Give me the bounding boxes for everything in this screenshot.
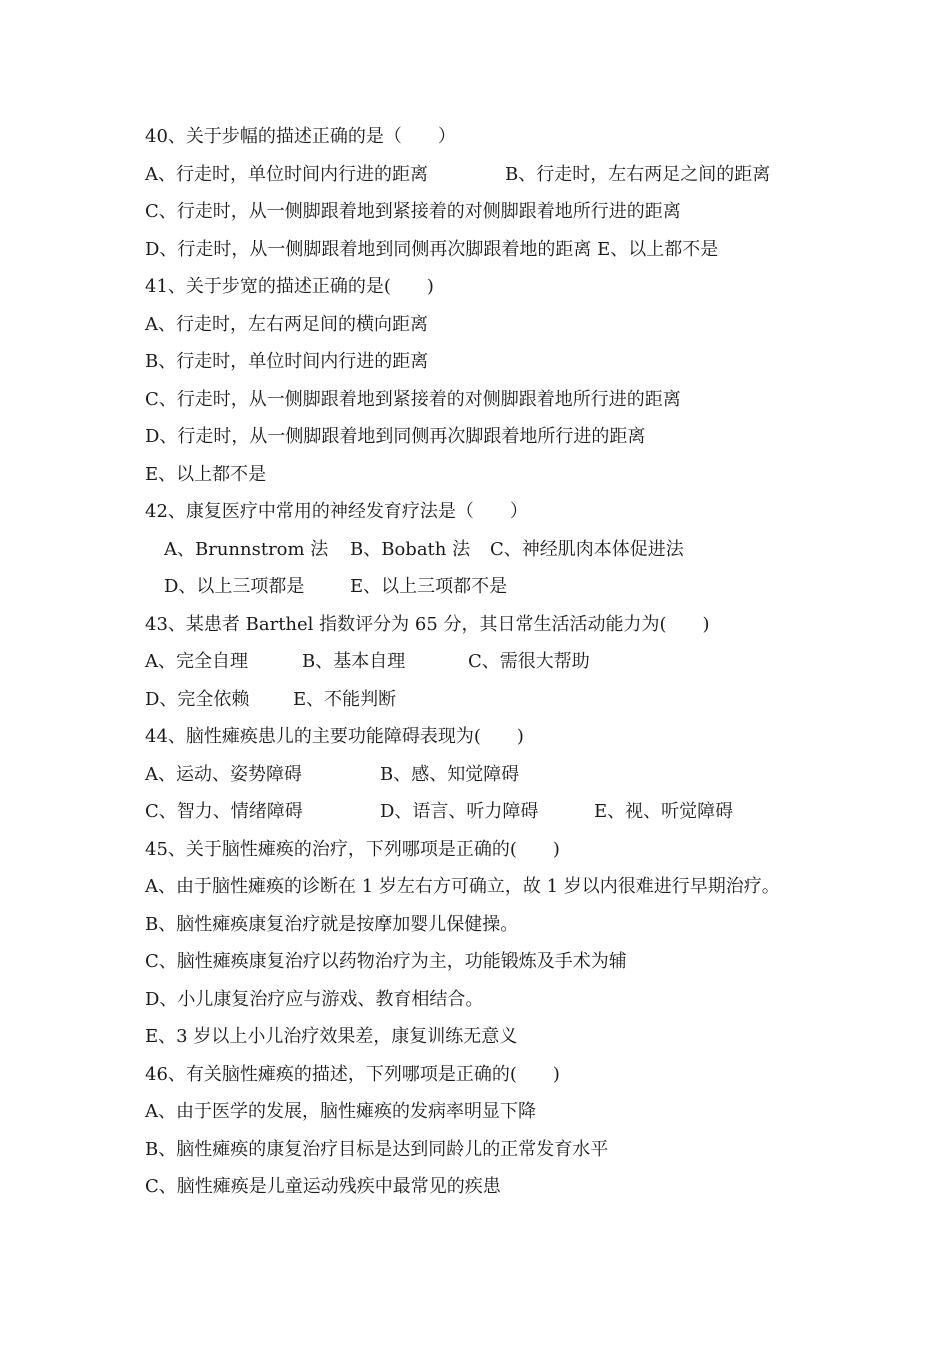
question-44-stem: 44、脑性瘫痪患儿的主要功能障碍表现为( ): [145, 726, 524, 747]
question-40-stem: 40、关于步幅的描述正确的是（ ）: [145, 126, 456, 147]
question-42-option-e: E、以上三项都不是: [350, 576, 508, 597]
question-40-option-a: A、行走时，单位时间内行进的距离: [145, 163, 428, 185]
question-41-option-a: A、行走时，左右两足间的横向距离: [145, 313, 428, 335]
question-42-option-b: B、Bobath 法: [350, 538, 471, 560]
question-44-options-cde: [145, 793, 865, 831]
question-45-stem: 45、关于脑性瘫痪的治疗，下列哪项是正确的( ): [145, 838, 560, 860]
question-42-options-abc: [145, 531, 865, 569]
question-44-option-a: A、运动、姿势障碍: [145, 763, 302, 785]
question-40-options-ab: [145, 156, 865, 194]
question-42-stem: 42、康复医疗中常用的神经发育疗法是（ ）: [145, 501, 528, 522]
question-41-option-d: D、行走时，从一侧脚跟着地到同侧再次脚跟着地所行进的距离: [145, 426, 646, 447]
question-43-option-e: E、不能判断: [293, 688, 397, 710]
question-46-option-c: C、脑性瘫痪是儿童运动残疾中最常见的疾患: [145, 1176, 501, 1197]
question-41-stem: 41、关于步宽的描述正确的是( ): [145, 276, 434, 297]
question-43-options-abc: [145, 643, 865, 681]
question-43-option-a: A、完全自理: [145, 651, 248, 672]
question-45-option-a: A、由于脑性瘫痪的诊断在 1 岁左右方可确立，故 1 岁以内很难进行早期治疗。: [145, 876, 780, 897]
question-45-option-d: D、小儿康复治疗应与游戏、教育相结合。: [145, 988, 484, 1010]
question-43-option-b: B、基本自理: [302, 651, 406, 672]
question-42-options-de: [145, 568, 865, 606]
question-41-option-c: C、行走时，从一侧脚跟着地到紧接着的对侧脚跟着地所行进的距离: [145, 388, 681, 410]
question-44-option-e: E、视、听觉障碍: [594, 801, 734, 822]
question-45-option-c: C、脑性瘫痪康复治疗以药物治疗为主，功能锻炼及手术为辅: [145, 951, 627, 972]
question-43-stem: 43、某患者 Barthel 指数评分为 65 分，其日常生活活动能力为( ): [145, 613, 710, 635]
question-40-options-de: D、行走时，从一侧脚跟着地到同侧再次脚跟着地的距离 E、以上都不是: [145, 238, 719, 260]
question-44-option-b: B、感、知觉障碍: [380, 763, 520, 785]
question-42-option-a: A、Brunnstrom 法: [164, 538, 329, 560]
question-45-option-e: E、3 岁以上小儿治疗效果差，康复训练无意义: [145, 1026, 518, 1047]
question-41-option-e: E、以上都不是: [145, 463, 267, 485]
question-43-options-de: [145, 681, 865, 719]
question-46-option-b: B、脑性瘫痪的康复治疗目标是达到同龄儿的正常发育水平: [145, 1138, 609, 1160]
question-45-option-b: B、脑性瘫痪康复治疗就是按摩加婴儿保健操。: [145, 913, 519, 935]
question-43-option-d: D、完全依赖: [145, 688, 250, 710]
question-46-option-a: A、由于医学的发展，脑性瘫痪的发病率明显下降: [145, 1101, 536, 1122]
question-46-stem: 46、有关脑性瘫痪的描述，下列哪项是正确的( ): [145, 1063, 560, 1085]
question-43-option-c: C、需很大帮助: [468, 651, 590, 672]
question-41-option-b: B、行走时，单位时间内行进的距离: [145, 351, 429, 372]
question-44-option-c: C、智力、情绪障碍: [145, 801, 303, 822]
question-44-option-d: D、语言、听力障碍: [380, 801, 539, 822]
question-list: [145, 118, 865, 1206]
question-40-option-c: C、行走时，从一侧脚跟着地到紧接着的对侧脚跟着地所行进的距离: [145, 201, 681, 222]
question-42-option-c: C、神经肌肉本体促进法: [490, 538, 684, 560]
question-40-option-b: B、行走时，左右两足之间的距离: [505, 163, 771, 185]
question-42-option-d: D、以上三项都是: [164, 576, 305, 597]
question-44-options-ab: [145, 756, 865, 794]
